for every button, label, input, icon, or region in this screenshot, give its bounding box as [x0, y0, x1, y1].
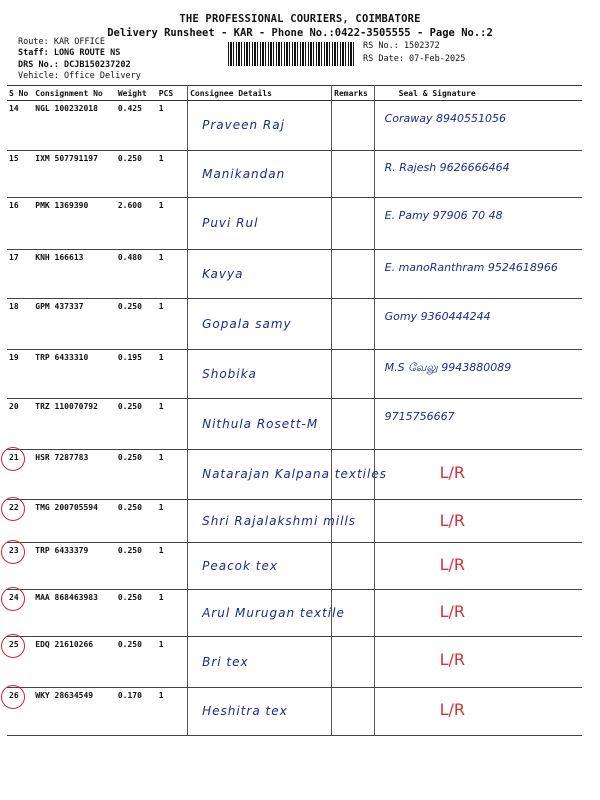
serial-number-cell	[7, 299, 33, 350]
weight-value-cell	[116, 198, 157, 250]
lr-mark: L/R	[439, 602, 466, 621]
consignee-cell	[188, 350, 332, 399]
consignee-cell	[188, 399, 332, 450]
remarks-cell	[332, 350, 374, 399]
weight-value: 2.600	[117, 201, 142, 210]
consignee-cell	[188, 250, 332, 299]
signature-text: E. manoRanthram 9524618966	[384, 261, 558, 274]
weight-value-cell	[116, 299, 157, 350]
consignee-name: Puvi Rul	[202, 216, 259, 230]
weight-value-cell	[116, 151, 157, 198]
weight-value-cell	[116, 688, 157, 736]
weight-value: 0.250	[117, 154, 142, 163]
remarks-cell	[332, 151, 374, 198]
serial-number-cell	[7, 101, 33, 151]
table-row	[7, 450, 582, 500]
table-row	[7, 198, 582, 250]
consignment-number-cell	[33, 250, 116, 299]
table-row	[7, 637, 582, 688]
rs-number: RS No.: 1502372	[363, 41, 440, 51]
serial-number-cell	[7, 350, 33, 399]
drs-number: DRS No.: DCJB150237202	[18, 60, 131, 70]
serial-number-cell	[7, 688, 33, 736]
signature-cell	[374, 101, 582, 151]
pieces-count: 1	[158, 302, 164, 311]
serial-number: 20	[9, 402, 19, 411]
table-row	[7, 250, 582, 299]
table-header-row	[7, 86, 582, 101]
lr-mark: L/R	[439, 650, 466, 669]
table-row	[7, 500, 582, 543]
weight-value: 0.250	[117, 402, 142, 411]
consignment-number: TMG 200705594	[35, 503, 98, 512]
consignee-cell	[188, 450, 387, 500]
rs-date: RS Date: 07-Feb-2025	[363, 54, 466, 64]
consignment-number: MAA 868463983	[35, 593, 98, 602]
pieces-count: 1	[158, 593, 164, 602]
consignee-cell	[188, 637, 332, 688]
weight-value-cell	[116, 500, 157, 543]
consignment-number: IXM 507791197	[35, 154, 98, 163]
consignment-number: NGL 100232018	[35, 104, 98, 113]
weight-value: 0.250	[117, 640, 142, 649]
consignment-number-cell	[33, 450, 116, 500]
signature-cell	[374, 399, 582, 450]
pieces-count: 1	[158, 253, 164, 262]
runsheet-table	[7, 85, 582, 736]
consignee-cell	[188, 688, 332, 736]
consignee-name: Arul Murugan textile	[202, 606, 345, 620]
table-row	[7, 101, 582, 151]
consignment-number-cell	[33, 688, 116, 736]
weight-value: 0.480	[117, 253, 142, 262]
pieces-count: 1	[158, 453, 164, 462]
col-remarks: Remarks	[332, 86, 374, 101]
route-label: Route: KAR OFFICE	[18, 37, 105, 47]
staff-label: Staff: LONG ROUTE NS	[18, 48, 121, 58]
weight-value-cell	[116, 350, 157, 399]
consignee-name: Bri tex	[202, 655, 249, 669]
remarks-cell	[332, 543, 374, 590]
lr-mark: L/R	[439, 463, 466, 482]
col-sno: S No	[7, 86, 33, 101]
remarks-cell	[332, 590, 374, 637]
barcode-image	[228, 42, 356, 66]
consignment-number-cell	[33, 399, 116, 450]
consignment-number: HSR 7287783	[35, 453, 89, 462]
signature-text: Coraway 8940551056	[384, 112, 507, 125]
remarks-cell	[332, 299, 374, 350]
pieces-count: 1	[158, 201, 164, 210]
col-pcs: PCS	[157, 86, 188, 101]
signature-cell	[374, 590, 582, 637]
serial-number: 21	[9, 453, 19, 462]
signature-text: 9715756667	[384, 410, 455, 423]
signature-text: Gomy 9360444244	[384, 310, 491, 323]
serial-number: 19	[9, 353, 19, 362]
serial-number: 22	[9, 503, 19, 512]
signature-cell	[374, 299, 582, 350]
signature-text: R. Rajesh 9626666464	[384, 161, 510, 174]
consignment-number: TRZ 110070792	[35, 402, 98, 411]
consignment-number: GPM 437337	[35, 302, 84, 311]
serial-number-cell	[7, 151, 33, 198]
signature-text: M.S வேலு 9943880089	[384, 361, 512, 374]
pieces-count: 1	[158, 353, 164, 362]
serial-number-cell	[7, 450, 33, 500]
serial-number-cell	[7, 590, 33, 637]
remarks-cell	[332, 198, 374, 250]
table-row	[7, 151, 582, 198]
col-signature: Seal & Signature	[374, 86, 582, 101]
consignment-number-cell	[33, 543, 116, 590]
runsheet-subtitle: Delivery Runsheet - KAR - Phone No.:0422-3505555 - Page No.:2	[107, 27, 493, 39]
remarks-cell	[332, 637, 374, 688]
weight-value: 0.250	[117, 546, 142, 555]
pieces-count-cell	[157, 198, 188, 250]
serial-number: 23	[9, 546, 19, 555]
pieces-count-cell	[157, 450, 188, 500]
weight-value: 0.250	[117, 593, 142, 602]
serial-number-cell	[7, 399, 33, 450]
signature-cell	[374, 450, 582, 500]
signature-cell	[374, 500, 582, 543]
consignment-number-cell	[33, 590, 116, 637]
consignment-number: WKY 28634549	[35, 691, 94, 700]
serial-number: 24	[9, 593, 19, 602]
signature-cell	[374, 637, 582, 688]
weight-value: 0.425	[117, 104, 142, 113]
signature-cell	[374, 688, 582, 736]
consignment-number-cell	[33, 198, 116, 250]
weight-value: 0.195	[117, 353, 142, 362]
consignee-name: Natarajan Kalpana textiles	[202, 467, 387, 481]
serial-number: 26	[9, 691, 19, 700]
signature-cell	[374, 198, 582, 250]
consignee-name: Heshitra tex	[202, 704, 288, 718]
pieces-count-cell	[157, 250, 188, 299]
consignment-number-cell	[33, 299, 116, 350]
consignee-name: Kavya	[202, 267, 244, 281]
pieces-count: 1	[158, 154, 164, 163]
consignee-name: Gopala samy	[202, 317, 292, 331]
signature-cell	[374, 350, 582, 399]
signature-cell	[374, 250, 582, 299]
remarks-cell	[332, 500, 374, 543]
consignee-name: Praveen Raj	[202, 118, 285, 132]
pieces-count-cell	[157, 500, 188, 543]
weight-value-cell	[116, 399, 157, 450]
serial-number-cell	[7, 500, 33, 543]
weight-value-cell	[116, 250, 157, 299]
serial-number: 25	[9, 640, 19, 649]
weight-value-cell	[116, 450, 157, 500]
consignment-number: PMK 1369390	[35, 201, 89, 210]
vehicle-label: Vehicle: Office Delivery	[18, 71, 141, 81]
pieces-count: 1	[158, 104, 164, 113]
pieces-count-cell	[157, 399, 188, 450]
table-row	[7, 688, 582, 736]
pieces-count: 1	[158, 691, 164, 700]
consignee-name: Shobika	[202, 367, 257, 381]
table-row	[7, 399, 582, 450]
lr-mark: L/R	[439, 555, 466, 574]
consignment-number: EDQ 21610266	[35, 640, 94, 649]
serial-number-cell	[7, 198, 33, 250]
remarks-cell	[332, 250, 374, 299]
col-consignment: Consignment No	[33, 86, 116, 101]
pieces-count-cell	[157, 350, 188, 399]
consignee-cell	[188, 500, 357, 543]
pieces-count: 1	[158, 640, 164, 649]
signature-cell	[374, 151, 582, 198]
remarks-cell	[332, 101, 374, 151]
table-row	[7, 299, 582, 350]
consignee-cell	[188, 299, 332, 350]
weight-value: 0.250	[117, 302, 142, 311]
consignment-number-cell	[33, 350, 116, 399]
pieces-count-cell	[157, 688, 188, 736]
consignee-name: Peacok tex	[202, 559, 278, 573]
weight-value: 0.170	[117, 691, 142, 700]
consignment-number-cell	[33, 151, 116, 198]
consignment-number: TRP 6433310	[35, 353, 89, 362]
pieces-count: 1	[158, 402, 164, 411]
consignment-number-cell	[33, 500, 116, 543]
consignment-number-cell	[33, 637, 116, 688]
serial-number-cell	[7, 543, 33, 590]
serial-number: 14	[9, 104, 19, 113]
pieces-count-cell	[157, 101, 188, 151]
serial-number-cell	[7, 637, 33, 688]
serial-number: 17	[9, 253, 19, 262]
pieces-count-cell	[157, 590, 188, 637]
remarks-cell	[332, 450, 374, 500]
remarks-cell	[332, 688, 374, 736]
table-row	[7, 590, 582, 637]
serial-number: 16	[9, 201, 19, 210]
consignee-cell	[188, 151, 332, 198]
weight-value: 0.250	[117, 503, 142, 512]
consignee-cell	[188, 198, 332, 250]
consignee-name: Manikandan	[202, 167, 286, 181]
consignee-cell	[188, 590, 345, 637]
consignment-number: KNH 166613	[35, 253, 84, 262]
pieces-count: 1	[158, 503, 164, 512]
table-row	[7, 543, 582, 590]
weight-value-cell	[116, 543, 157, 590]
pieces-count-cell	[157, 151, 188, 198]
consignee-name: Shri Rajalakshmi mills	[202, 514, 357, 528]
pieces-count-cell	[157, 637, 188, 688]
signature-cell	[374, 543, 582, 590]
signature-text: E. Pamy 97906 70 48	[384, 209, 503, 222]
col-consignee: Consignee Details	[188, 86, 332, 101]
consignment-number-cell	[33, 101, 116, 151]
serial-number: 18	[9, 302, 19, 311]
weight-value-cell	[116, 101, 157, 151]
weight-value: 0.250	[117, 453, 142, 462]
consignee-cell	[188, 101, 332, 151]
col-weight: Weight	[116, 86, 157, 101]
consignee-cell	[188, 543, 332, 590]
weight-value-cell	[116, 637, 157, 688]
serial-number-cell	[7, 250, 33, 299]
pieces-count-cell	[157, 543, 188, 590]
pieces-count: 1	[158, 546, 164, 555]
pieces-count-cell	[157, 299, 188, 350]
consignee-name: Nithula Rosett-M	[202, 417, 319, 431]
remarks-cell	[332, 399, 374, 450]
serial-number: 15	[9, 154, 19, 163]
company-title: THE PROFESSIONAL COURIERS, COIMBATORE	[179, 13, 421, 25]
lr-mark: L/R	[439, 700, 466, 719]
table-row	[7, 350, 582, 399]
consignment-number: TRP 6433379	[35, 546, 89, 555]
lr-mark: L/R	[439, 511, 466, 530]
weight-value-cell	[116, 590, 157, 637]
